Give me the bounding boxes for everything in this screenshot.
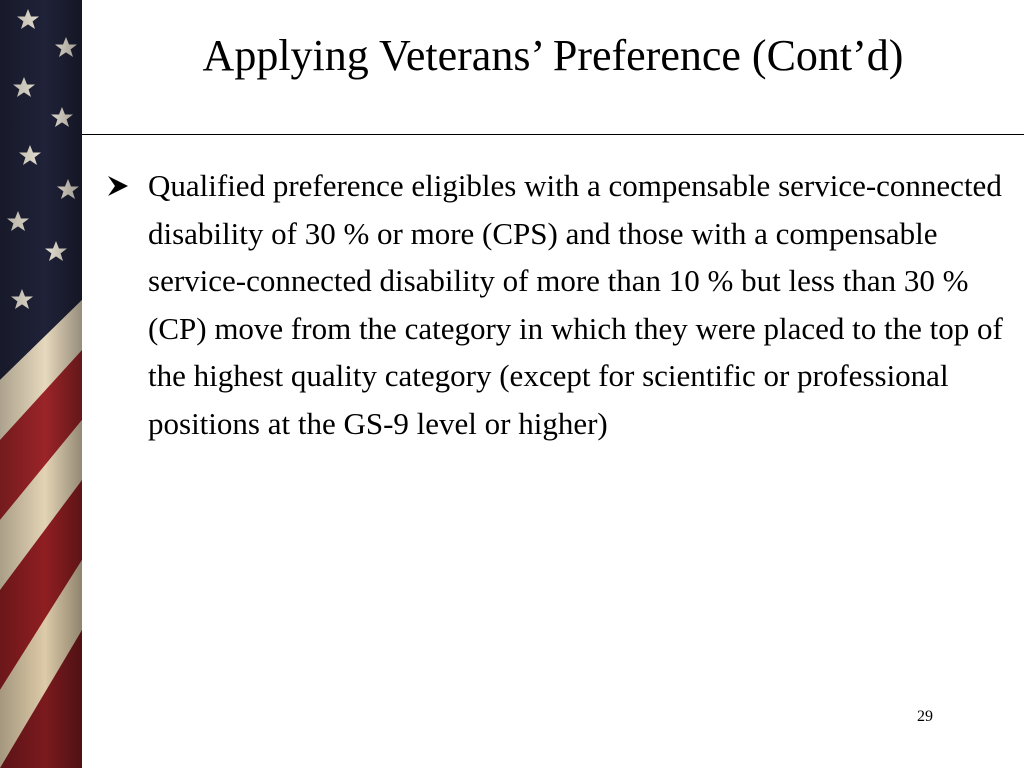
slide-title: Applying Veterans’ Preference (Cont’d): [202, 31, 904, 80]
page-number: 29: [917, 708, 933, 725]
list-item: [106, 162, 1006, 447]
arrowhead-bullet-icon: [106, 175, 130, 197]
bullet-list: [106, 162, 1006, 447]
title-divider: [82, 134, 1024, 135]
bullet-text: Qualified preference eligibles with a compensable service-connected disability of 30 % or more (CPS) and those with a compensable service-connected disability of more than 10 % but less than 30 % (CP) move from the category in which they were placed to the top of the highest quality category (except for scientific or professional positions at the GS-9 level or higher): [148, 168, 1003, 441]
american-flag-icon: [0, 0, 82, 768]
